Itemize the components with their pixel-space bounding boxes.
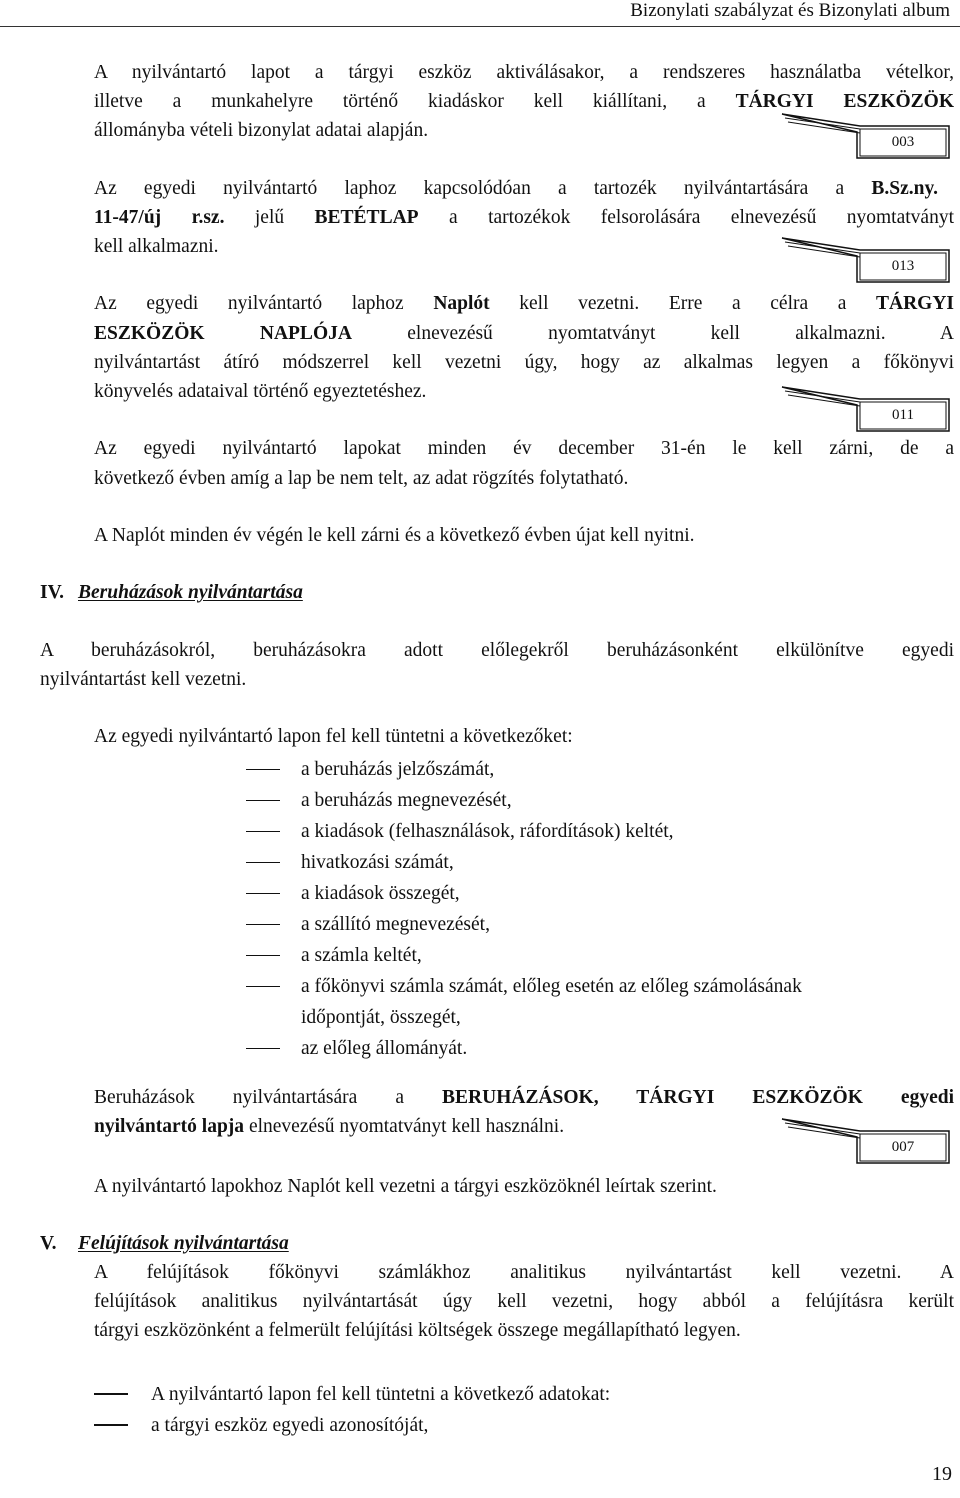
dash-bullet-icon bbox=[246, 893, 280, 894]
text-span: Beruházások nyilvántartására a bbox=[94, 1087, 443, 1108]
list-item bbox=[246, 909, 956, 940]
paragraph-line bbox=[94, 59, 954, 87]
bold-term: BERUHÁZÁSOK, TÁRGYI ESZKÖZÖK egyedi bbox=[442, 1087, 955, 1108]
list-item-text: az előleg állományát. bbox=[301, 1038, 468, 1059]
list-item bbox=[246, 971, 956, 1033]
dash-bullet-icon bbox=[246, 800, 280, 801]
paragraph-line bbox=[94, 378, 694, 406]
dash-list bbox=[246, 754, 956, 1064]
page-number: 19 bbox=[932, 1463, 952, 1485]
list-item-text: a kiadások (felhasználások, ráfordítások) keltét, bbox=[301, 821, 674, 842]
dash-bullet-icon bbox=[246, 769, 280, 770]
dash-bullet-icon bbox=[246, 862, 280, 863]
text-span: Az egyedi nyilvántartó lapokat minden év december 31-én le kell zárni, de a bbox=[94, 438, 954, 459]
list-item-text: hivatkozási számát, bbox=[301, 852, 454, 873]
form-reference-callout bbox=[780, 112, 955, 160]
form-code: 007 bbox=[891, 1139, 915, 1155]
paragraph-line bbox=[40, 637, 954, 665]
paragraph-line bbox=[94, 1317, 954, 1345]
text-span: A nyilvántartó lapot a tárgyi eszköz aktiválásakor, a rendszeres használatba vételkor, bbox=[94, 62, 954, 83]
paragraph-line bbox=[94, 522, 954, 550]
bold-term: nyilvántartó lapja bbox=[94, 1116, 245, 1137]
list-item-text: a beruházás jelzőszámát, bbox=[301, 759, 495, 780]
list-item-text: a beruházás megnevezését, bbox=[301, 790, 512, 811]
paragraph-line bbox=[94, 723, 954, 751]
list-item-text: a főkönyvi számla számát, előleg esetén az előleg számolásának bbox=[301, 976, 802, 997]
page-header bbox=[0, 0, 960, 27]
text-span: könyvelés adataival történő egyeztetéshez. bbox=[94, 381, 427, 402]
dash-bullet-icon bbox=[246, 924, 280, 925]
paragraph-line bbox=[94, 320, 954, 348]
list-item-text: a kiadások összegét, bbox=[301, 883, 460, 904]
text-span: tárgyi eszközönként a felmerült felújítási költségek összege megállapítható legyen. bbox=[94, 1320, 741, 1341]
list-item bbox=[246, 847, 956, 878]
text-span: állományba vételi bizonylat adatai alapján. bbox=[94, 120, 429, 141]
paragraph-line bbox=[94, 233, 494, 261]
paragraph-line bbox=[94, 204, 954, 232]
list-item bbox=[246, 816, 956, 847]
form-code: 003 bbox=[891, 134, 915, 150]
list-item bbox=[246, 878, 956, 909]
paragraph-line bbox=[94, 117, 694, 145]
bold-term: B.Sz.ny. bbox=[871, 178, 938, 199]
section-title: Felújítások nyilvántartása bbox=[78, 1233, 289, 1254]
bold-term: ESZKÖZÖK NAPLÓJA bbox=[94, 323, 352, 344]
bold-term: Naplót bbox=[433, 293, 490, 314]
paragraph-line bbox=[94, 1288, 954, 1316]
dash-bullet-icon bbox=[246, 986, 280, 987]
form-reference-callout bbox=[780, 236, 955, 284]
list-item-text: a tárgyi eszköz egyedi azonosítóját, bbox=[151, 1415, 429, 1436]
text-span: elnevezésű nyomtatványt kell alkalmazni. A bbox=[351, 323, 954, 344]
list-item bbox=[94, 1379, 954, 1410]
paragraph-line bbox=[94, 435, 954, 463]
bold-term: 11-47/új r.sz. bbox=[94, 207, 225, 228]
text-span: Az egyedi nyilvántartó laphoz kapcsolódóan a tartozék nyilvántartására a bbox=[94, 178, 872, 199]
form-code: 013 bbox=[891, 258, 915, 274]
paragraph-line bbox=[94, 1173, 954, 1201]
bold-term: TÁRGYI ESZKÖZÖK bbox=[735, 91, 955, 112]
text-span: illetve a munkahelyre történő kiadáskor kell kiállítani, a bbox=[94, 91, 736, 112]
list-item bbox=[246, 754, 956, 785]
text-span: elnevezésű nyomtatványt kell használni. bbox=[244, 1116, 565, 1137]
section-number: V. bbox=[40, 1233, 57, 1254]
paragraph-line bbox=[94, 175, 938, 203]
text-span: felújítások analitikus nyilvántartását úgy kell vezetni, hogy abból a felújításra került bbox=[94, 1291, 954, 1312]
section-number: IV. bbox=[40, 582, 65, 603]
list-item bbox=[94, 1410, 954, 1441]
paragraph-line bbox=[94, 1084, 954, 1112]
dash-bullet-icon bbox=[94, 1393, 128, 1395]
text-span: jelű bbox=[224, 207, 315, 228]
section-title: Beruházások nyilvántartása bbox=[78, 582, 303, 603]
paragraph-line bbox=[94, 349, 954, 377]
form-reference-callout bbox=[780, 385, 955, 433]
section-heading bbox=[40, 1230, 289, 1258]
text-span: A Naplót minden év végén le kell zárni és a következő évben újat kell nyitni. bbox=[94, 525, 695, 546]
dash-bullet-icon bbox=[246, 831, 280, 832]
text-span: A nyilvántartó lapokhoz Naplót kell vezetni a tárgyi eszközöknél leírtak szerint. bbox=[94, 1176, 717, 1197]
text-span: nyilvántartást kell vezetni. bbox=[40, 669, 247, 690]
list-item-text: a számla keltét, bbox=[301, 945, 422, 966]
text-span: kell alkalmazni. bbox=[94, 236, 219, 257]
header-title: Bizonylati szabályzat és Bizonylati album bbox=[630, 0, 950, 21]
list-item bbox=[246, 785, 956, 816]
paragraph-line bbox=[40, 666, 640, 694]
form-code: 011 bbox=[892, 407, 914, 423]
paragraph-line bbox=[94, 290, 954, 318]
text-span: nyilvántartást átíró módszerrel kell vezetni úgy, hogy az alkalmas legyen a főkönyvi bbox=[94, 352, 954, 373]
dash-bullet-icon bbox=[94, 1424, 128, 1426]
bold-term: BETÉTLAP bbox=[314, 207, 419, 228]
text-span: következő évben amíg a lap be nem telt, az adat rögzítés folytatható. bbox=[94, 468, 629, 489]
text-span: Az egyedi nyilvántartó lapon fel kell tüntetni a következőket: bbox=[94, 726, 573, 747]
text-span: Az egyedi nyilvántartó laphoz bbox=[94, 293, 434, 314]
list-item-text: A nyilvántartó lapon fel kell tüntetni a következő adatokat: bbox=[151, 1384, 611, 1405]
text-span: A felújítások főkönyvi számlákhoz analitikus nyilvántartást kell vezetni. A bbox=[94, 1262, 954, 1283]
dash-bullet-icon bbox=[246, 955, 280, 956]
paragraph-line bbox=[94, 465, 894, 493]
paragraph-line bbox=[94, 1259, 954, 1287]
text-span: a tartozékok felsorolására elnevezésű nyomtatványt bbox=[418, 207, 954, 228]
form-reference-callout bbox=[780, 1117, 955, 1165]
dash-list bbox=[94, 1379, 954, 1441]
list-item-text: a szállító megnevezését, bbox=[301, 914, 490, 935]
text-span: kell vezetni. Erre a célra a bbox=[489, 293, 876, 314]
text-span: A beruházásokról, beruházásokra adott előlegekről beruházásonként elkülönítve egyedi bbox=[40, 640, 954, 661]
dash-bullet-icon bbox=[246, 1048, 280, 1049]
list-item-continuation: időpontját, összegét, bbox=[301, 1007, 461, 1028]
bold-term: TÁRGYI bbox=[876, 293, 955, 314]
paragraph-line bbox=[94, 1113, 794, 1141]
list-item bbox=[246, 1033, 956, 1064]
list-item bbox=[246, 940, 956, 971]
section-heading bbox=[40, 579, 303, 607]
